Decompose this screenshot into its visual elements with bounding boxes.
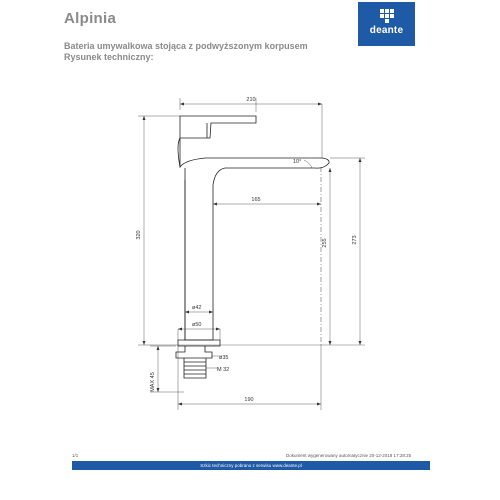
dim-diameter-base: ø50 <box>192 322 202 328</box>
page-number: 1/1 <box>72 453 79 458</box>
dim-diameter-shank: ø35 <box>219 355 229 361</box>
faucet-outline <box>176 116 329 378</box>
subtitle-line-1: Bateria umywalkowa stojąca z podwyższonym korpusem <box>64 41 308 51</box>
dim-diameter-body: ø42 <box>192 305 202 311</box>
product-title: Alpinia <box>64 10 117 27</box>
logo-text: deante <box>369 25 404 36</box>
dim-thread: M 32 <box>217 367 230 373</box>
dim-height-spout: 255 <box>322 238 328 248</box>
dim-angle: 10° <box>293 159 302 165</box>
dim-max-thickness: MAX 45 <box>150 372 156 392</box>
footer-bar <box>72 461 430 470</box>
subtitle-line-2: Rysunek techniczny: <box>64 52 154 62</box>
dimension-lines <box>138 98 365 410</box>
dim-spout-reach: 165 <box>251 197 261 203</box>
generated-note: Dokument wygenerowany automatycznie 20-12-2018 17:28:25 <box>286 453 412 458</box>
dim-height-total: 320 <box>136 230 142 240</box>
dim-height-right: 273 <box>352 235 358 245</box>
dim-width-top: 210 <box>246 97 256 103</box>
dimension-arrows <box>143 103 362 406</box>
dim-base-reach: 190 <box>244 397 254 403</box>
footer-bar-text: Szkic techniczny pobrano z serwisu www.deante.pl <box>200 463 302 468</box>
